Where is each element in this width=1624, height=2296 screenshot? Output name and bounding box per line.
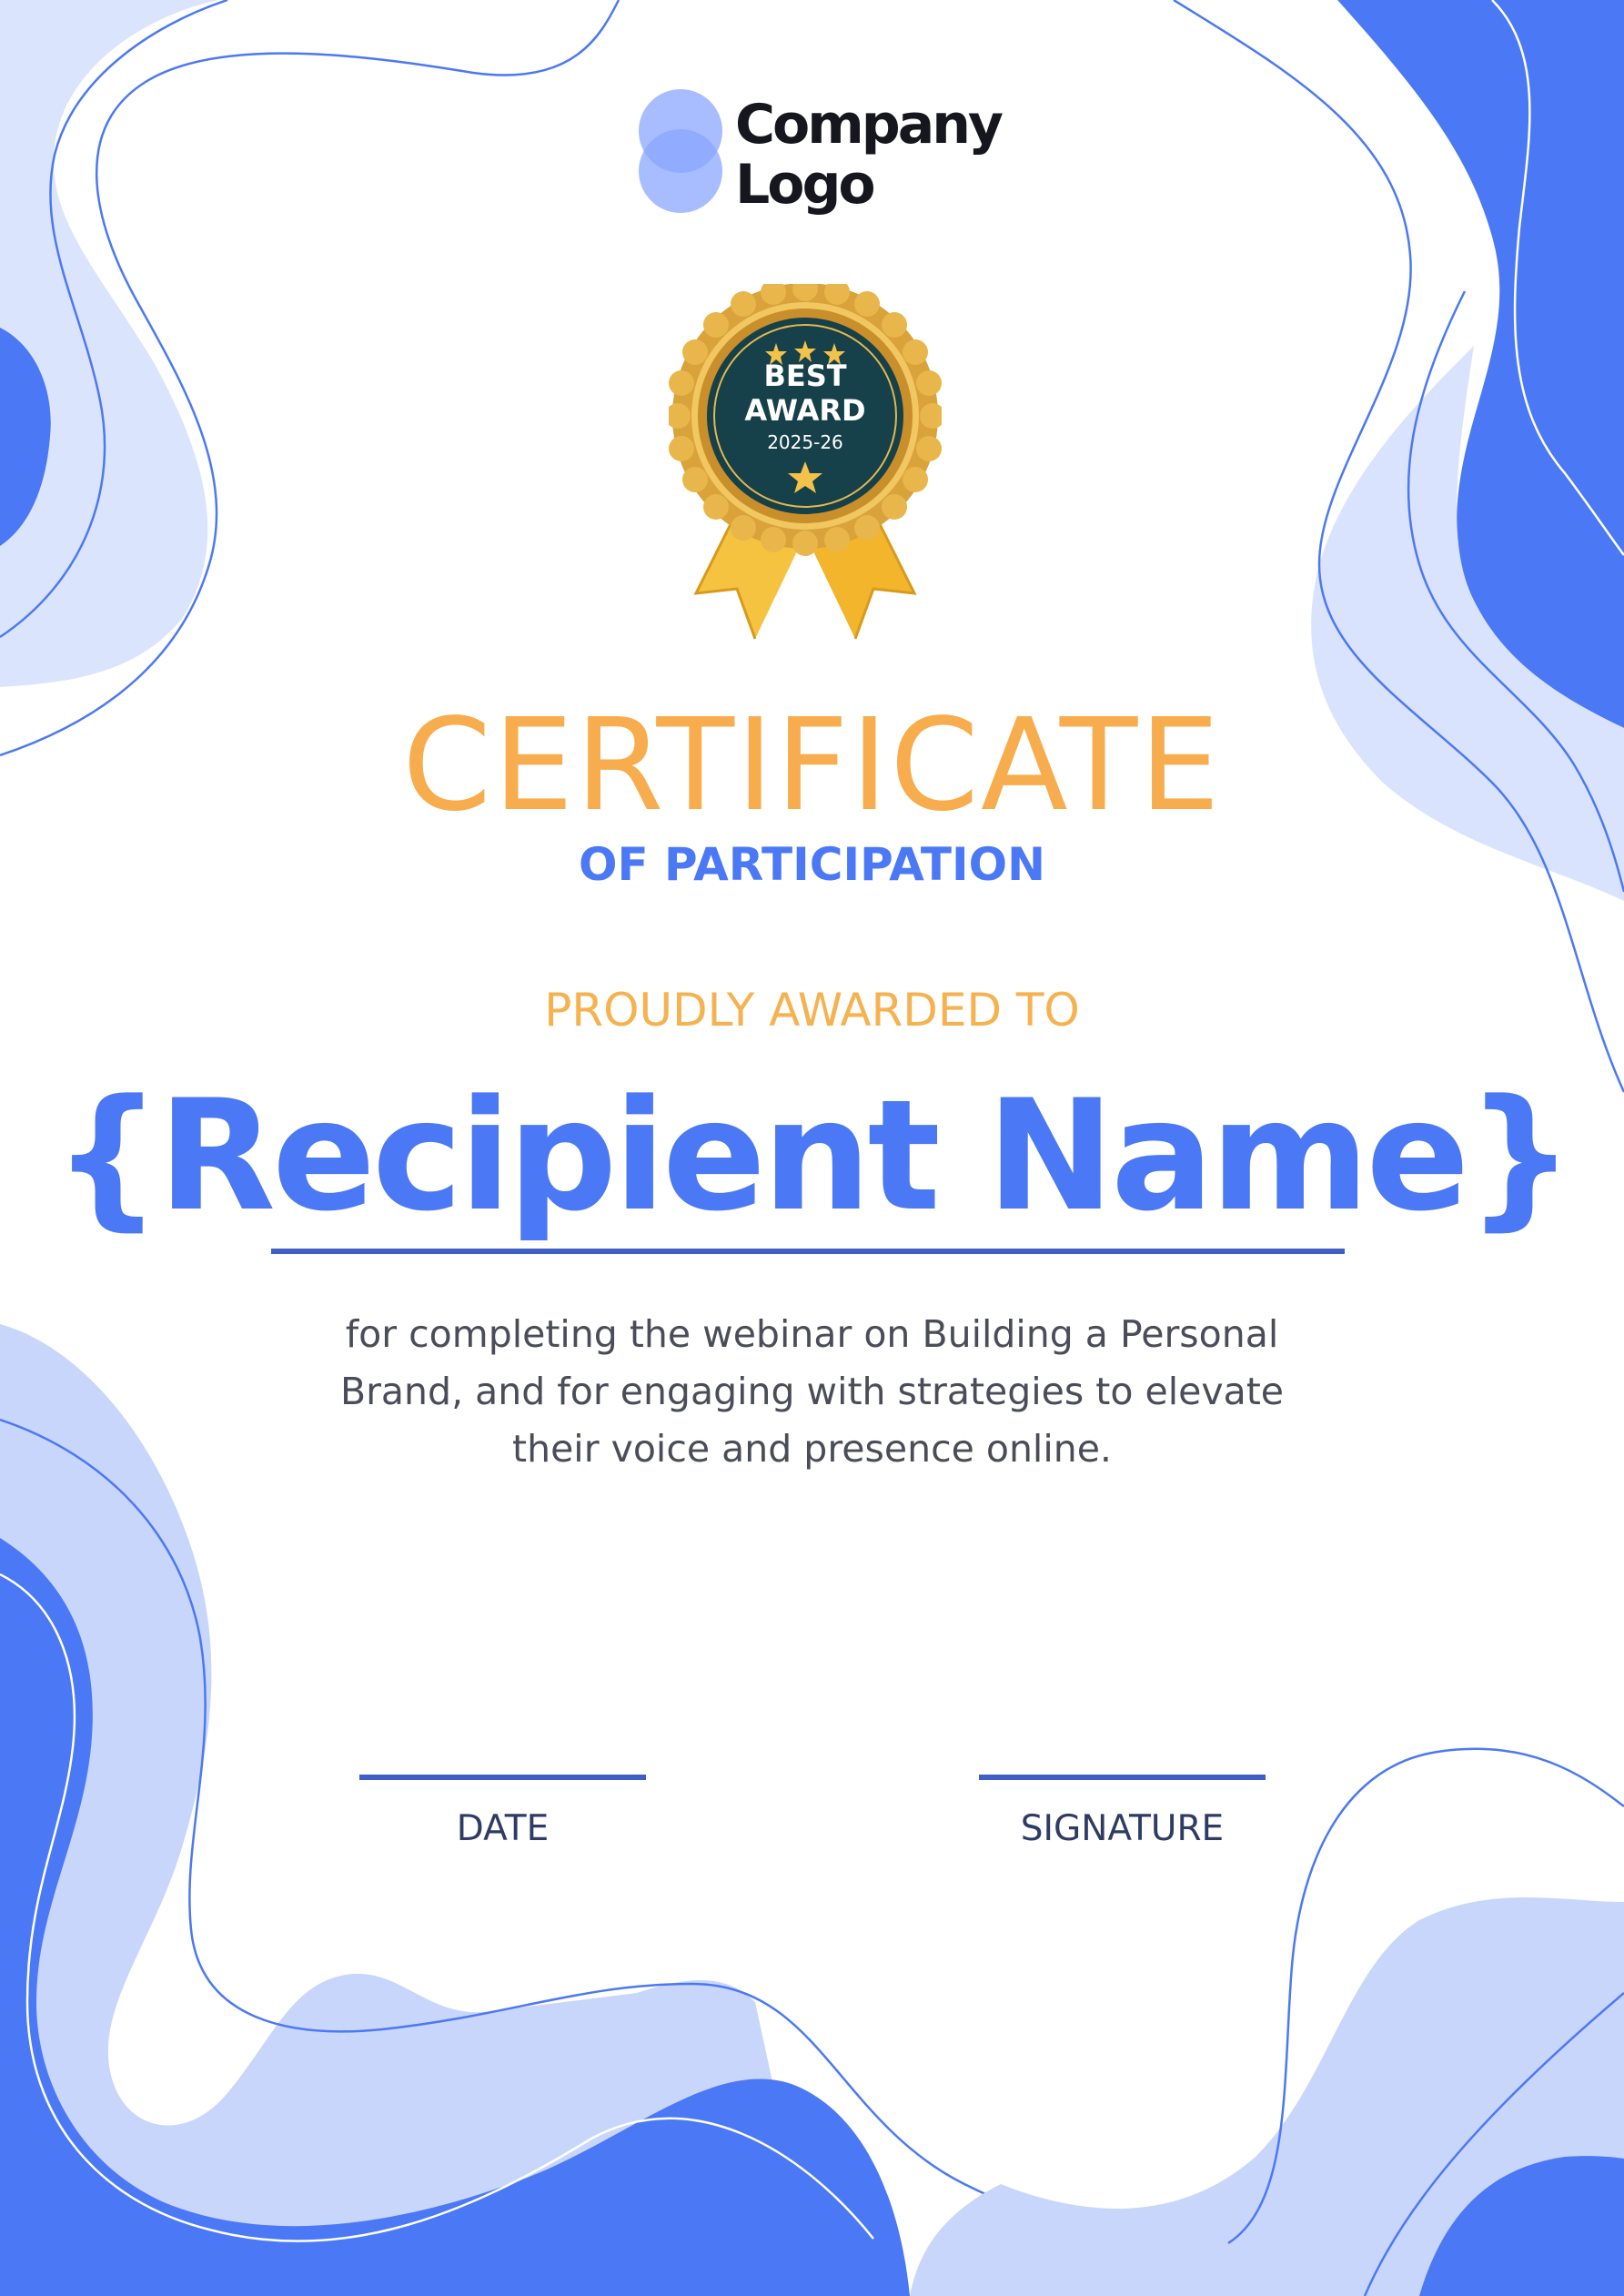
date-label: DATE bbox=[456, 1808, 550, 1849]
company-logo bbox=[637, 89, 1001, 217]
date-line bbox=[359, 1775, 646, 1780]
top-left-light-blob bbox=[0, 0, 218, 687]
logo-text-line1: Company bbox=[735, 93, 1002, 157]
signature-label: SIGNATURE bbox=[1020, 1808, 1225, 1849]
award-badge bbox=[669, 284, 942, 648]
badge-line2: AWARD bbox=[744, 393, 866, 428]
certificate-subtitle: OF PARTICIPATION bbox=[578, 838, 1045, 891]
logo-text bbox=[735, 95, 1001, 215]
recipient-name: {Recipient Name} bbox=[53, 1067, 1571, 1245]
badge-line1: BEST bbox=[763, 359, 847, 393]
signature-line bbox=[979, 1775, 1266, 1780]
logo-text-line2: Logo bbox=[735, 153, 873, 217]
certificate-description: for completing the webinar on Building a Personal Brand, and for engaging with strategies to elevate their voice and presence online. bbox=[339, 1312, 1285, 1471]
logo-circle-bottom bbox=[639, 129, 722, 213]
award-ribbon-icon bbox=[669, 284, 942, 648]
recipient-underline bbox=[271, 1249, 1345, 1254]
badge-year: 2025-26 bbox=[767, 431, 843, 453]
awarded-to-label: PROUDLY AWARDED TO bbox=[544, 984, 1080, 1037]
certificate-title: CERTIFICATE bbox=[402, 692, 1222, 840]
